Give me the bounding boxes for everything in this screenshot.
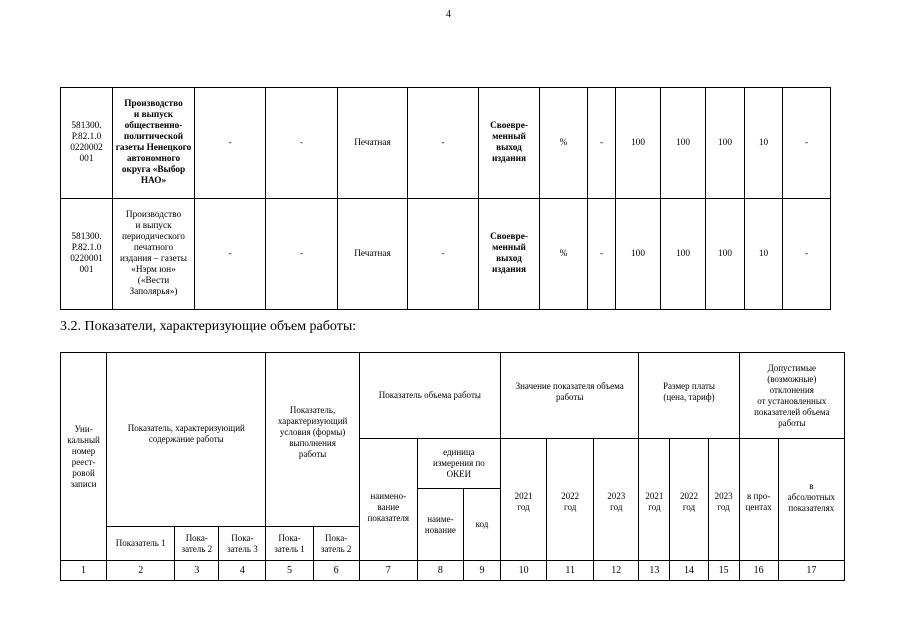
header-unit-name: наиме- нование xyxy=(417,489,463,561)
abs-cell: - xyxy=(783,199,831,310)
column-number: 5 xyxy=(266,561,313,581)
unit-code-cell: - xyxy=(588,88,616,199)
registry-code: 581300. Р.82.1.0 0220001 001 xyxy=(61,199,113,310)
column-number: 13 xyxy=(639,561,670,581)
table-row xyxy=(61,88,831,199)
column-number: 15 xyxy=(708,561,739,581)
header-unit: единица измерения по ОКЕИ xyxy=(417,439,500,489)
value-cell: 100 xyxy=(616,199,661,310)
work-name: Производство и выпуск общественно- политической газеты Ненецкого автономного округа «Выбор НАО» xyxy=(113,88,195,199)
cell: - xyxy=(266,199,338,310)
header-content-3: Пока- затель 3 xyxy=(219,527,266,561)
header-conditions-indicator: Показатель, характеризующий условия (формы) выполнения работы xyxy=(266,353,359,527)
column-number: 12 xyxy=(594,561,639,581)
indicator-name: Своевре- менный выход издания xyxy=(479,88,540,199)
form-cell: Печатная xyxy=(338,88,408,199)
column-number: 3 xyxy=(175,561,219,581)
value-cell: 100 xyxy=(706,88,745,199)
section-title: 3.2. Показатели, характеризующие объем работы: xyxy=(60,319,357,334)
value-cell: 100 xyxy=(661,88,706,199)
cell: - xyxy=(408,199,479,310)
volume-indicators-table xyxy=(60,352,845,581)
column-number-row xyxy=(61,561,845,581)
header-fee-2021: 2021 год xyxy=(639,439,670,561)
header-deviation: Допустимые (возможные) отклонения от установленных показателей объема работы xyxy=(739,353,844,439)
column-number: 17 xyxy=(778,561,844,581)
header-fee-2023: 2023 год xyxy=(708,439,739,561)
header-year-2022: 2022 год xyxy=(547,439,594,561)
percent-cell: 10 xyxy=(745,88,783,199)
header-fee: Размер платы (цена, тариф) xyxy=(639,353,739,439)
column-number: 2 xyxy=(107,561,175,581)
header-unique-number: Уни- кальный номер реест- ровой записи xyxy=(61,353,107,561)
cell: - xyxy=(266,88,338,199)
registry-code: 581300. Р.82.1.0 0220002 001 xyxy=(61,88,113,199)
quality-indicators-table xyxy=(60,87,831,310)
cell: - xyxy=(195,199,266,310)
column-number: 10 xyxy=(501,561,547,581)
header-condition-1: Пока- затель 1 xyxy=(266,527,313,561)
header-content-1: Показатель 1 xyxy=(107,527,175,561)
header-year-2021: 2021 год xyxy=(501,439,547,561)
cell: - xyxy=(408,88,479,199)
table-row xyxy=(61,199,831,310)
header-content-indicator: Показатель, характеризующий содержание работы xyxy=(107,353,266,527)
header-indicator-name: наимено- вание показателя xyxy=(359,439,417,561)
column-number: 8 xyxy=(417,561,463,581)
column-number: 14 xyxy=(670,561,708,581)
column-number: 6 xyxy=(313,561,359,581)
column-number: 9 xyxy=(463,561,500,581)
header-fee-2022: 2022 год xyxy=(670,439,708,561)
unit-cell: % xyxy=(540,88,588,199)
header-content-2: Пока- затель 2 xyxy=(175,527,219,561)
header-unit-code: код xyxy=(463,489,500,561)
unit-cell: % xyxy=(540,199,588,310)
unit-code-cell: - xyxy=(588,199,616,310)
percent-cell: 10 xyxy=(745,199,783,310)
column-number: 4 xyxy=(219,561,266,581)
header-absolute: в абсолютных показателях xyxy=(778,439,844,561)
value-cell: 100 xyxy=(661,199,706,310)
value-cell: 100 xyxy=(616,88,661,199)
column-number: 11 xyxy=(547,561,594,581)
header-volume-indicator: Показатель объема работы xyxy=(359,353,500,439)
value-cell: 100 xyxy=(706,199,745,310)
page-number: 4 xyxy=(446,9,451,20)
header-value: Значение показателя объема работы xyxy=(501,353,639,439)
cell: - xyxy=(195,88,266,199)
header-condition-2: Пока- затель 2 xyxy=(313,527,359,561)
column-number: 7 xyxy=(359,561,417,581)
header-percent: в про- центах xyxy=(739,439,778,561)
column-number: 16 xyxy=(739,561,778,581)
form-cell: Печатная xyxy=(338,199,408,310)
abs-cell: - xyxy=(783,88,831,199)
work-name: Производство и выпуск периодического печатного издания – газеты «Нэрм юн» («Вести Заполярья») xyxy=(113,199,195,310)
column-number: 1 xyxy=(61,561,107,581)
header-year-2023: 2023 год xyxy=(594,439,639,561)
indicator-name: Своевре- менный выход издания xyxy=(479,199,540,310)
